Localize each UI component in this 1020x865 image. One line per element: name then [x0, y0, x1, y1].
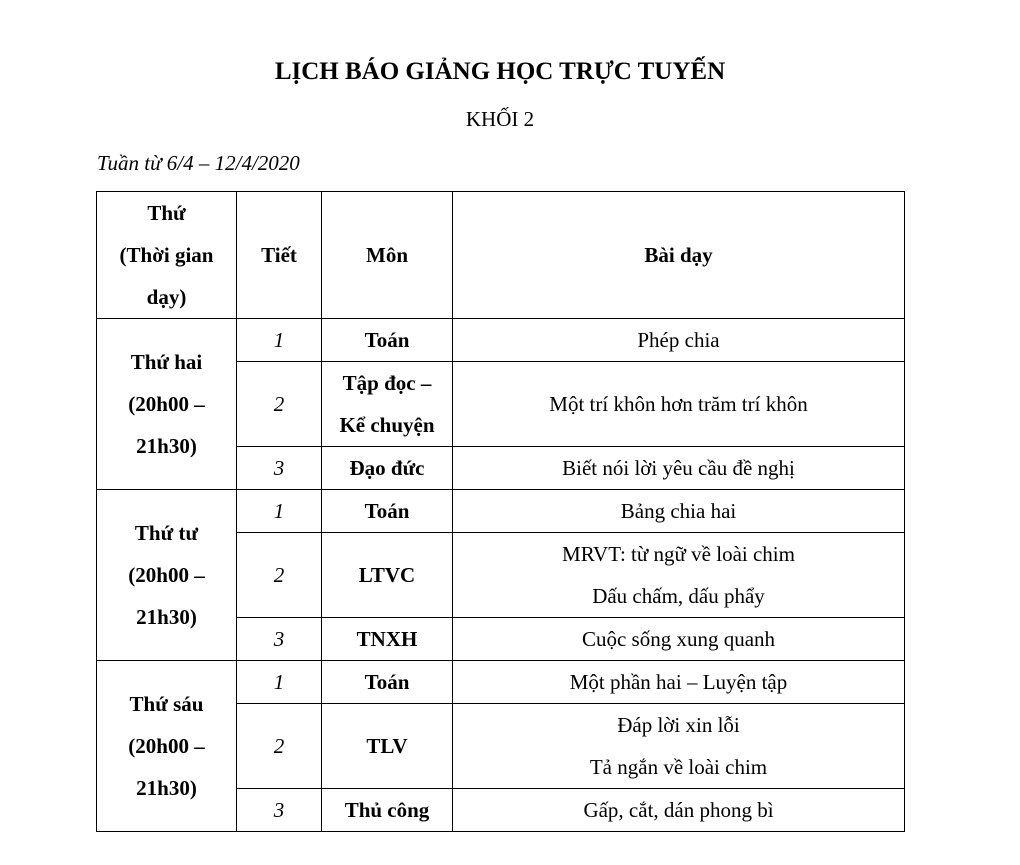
subject-line: Thủ công	[344, 798, 430, 822]
period-cell: 2	[237, 533, 322, 618]
subject-line: Toán	[364, 670, 410, 694]
subject-cell	[322, 319, 453, 362]
lesson-line: Phép chia	[637, 328, 720, 352]
day-name: Thứ tư	[134, 521, 199, 545]
grade-label: KHỐI 2	[465, 107, 535, 131]
subject-line: Đạo đức	[349, 456, 425, 480]
day-cell	[97, 661, 237, 832]
week-range: Tuần từ 6/4 – 12/4/2020	[97, 151, 300, 175]
subject-line: TNXH	[356, 627, 418, 651]
day-time-end: 21h30)	[136, 776, 197, 800]
subject-cell	[322, 490, 453, 533]
lesson-line: Tả ngắn về loài chim	[589, 755, 768, 779]
lesson-cell	[453, 704, 905, 789]
day-time-start: (20h00 –	[128, 734, 205, 758]
subject-cell	[322, 661, 453, 704]
header-row	[97, 192, 905, 319]
lesson-cell	[453, 319, 905, 362]
subject-line: TLV	[366, 734, 408, 758]
lesson-line: Một phần hai – Luyện tập	[569, 670, 788, 694]
day-name: Thứ sáu	[129, 692, 204, 716]
header-lesson: Bài dạy	[453, 192, 905, 319]
header-period: Tiết	[237, 192, 322, 319]
table-row	[97, 490, 905, 533]
day-time-end: 21h30)	[136, 605, 197, 629]
subject-line: Tập đọc –	[342, 371, 432, 395]
lesson-line: Cuộc sống xung quanh	[581, 627, 776, 651]
day-time-end: 21h30)	[136, 434, 197, 458]
subject-cell	[322, 789, 453, 832]
lesson-cell	[453, 533, 905, 618]
subject-cell	[322, 704, 453, 789]
day-time-start: (20h00 –	[128, 563, 205, 587]
table-row	[97, 661, 905, 704]
subject-line: Toán	[364, 499, 410, 523]
table-row	[97, 319, 905, 362]
day-cell	[97, 490, 237, 661]
period-cell: 1	[237, 490, 322, 533]
header-day	[97, 192, 237, 319]
subject-cell	[322, 618, 453, 661]
day-cell	[97, 319, 237, 490]
lesson-cell	[453, 490, 905, 533]
period-cell: 1	[237, 661, 322, 704]
lesson-line: Bảng chia hai	[620, 499, 737, 523]
schedule-table	[96, 191, 905, 832]
day-time-start: (20h00 –	[128, 392, 205, 416]
period-cell: 2	[237, 362, 322, 447]
lesson-line: Một trí khôn hơn trăm trí khôn	[549, 392, 808, 416]
period-cell: 3	[237, 789, 322, 832]
lesson-line: MRVT: từ ngữ về loài chim	[562, 542, 795, 566]
lesson-cell	[453, 362, 905, 447]
subject-cell	[322, 447, 453, 490]
subject-cell	[322, 362, 453, 447]
page-title: LỊCH BÁO GIẢNG HỌC TRỰC TUYẾN	[274, 58, 726, 85]
subject-line: LTVC	[358, 563, 416, 587]
period-cell: 3	[237, 618, 322, 661]
header-day-line: Thứ	[147, 201, 186, 225]
day-name: Thứ hai	[130, 350, 203, 374]
period-cell: 3	[237, 447, 322, 490]
lesson-cell	[453, 661, 905, 704]
period-cell: 2	[237, 704, 322, 789]
period-cell: 1	[237, 319, 322, 362]
subject-line: Toán	[364, 328, 410, 352]
subject-line: Kể chuyện	[339, 413, 435, 437]
lesson-line: Gấp, cắt, dán phong bì	[583, 798, 774, 822]
header-day-line: dạy)	[146, 285, 187, 309]
lesson-cell	[453, 447, 905, 490]
lesson-cell	[453, 789, 905, 832]
lesson-line: Biết nói lời yêu cầu đề nghị	[562, 456, 795, 480]
header-day-line: (Thời gian	[119, 243, 214, 267]
header-subject: Môn	[322, 192, 453, 319]
lesson-line: Dấu chấm, dấu phẩy	[592, 584, 765, 608]
lesson-cell	[453, 618, 905, 661]
subject-cell	[322, 533, 453, 618]
lesson-line: Đáp lời xin lỗi	[617, 713, 740, 737]
